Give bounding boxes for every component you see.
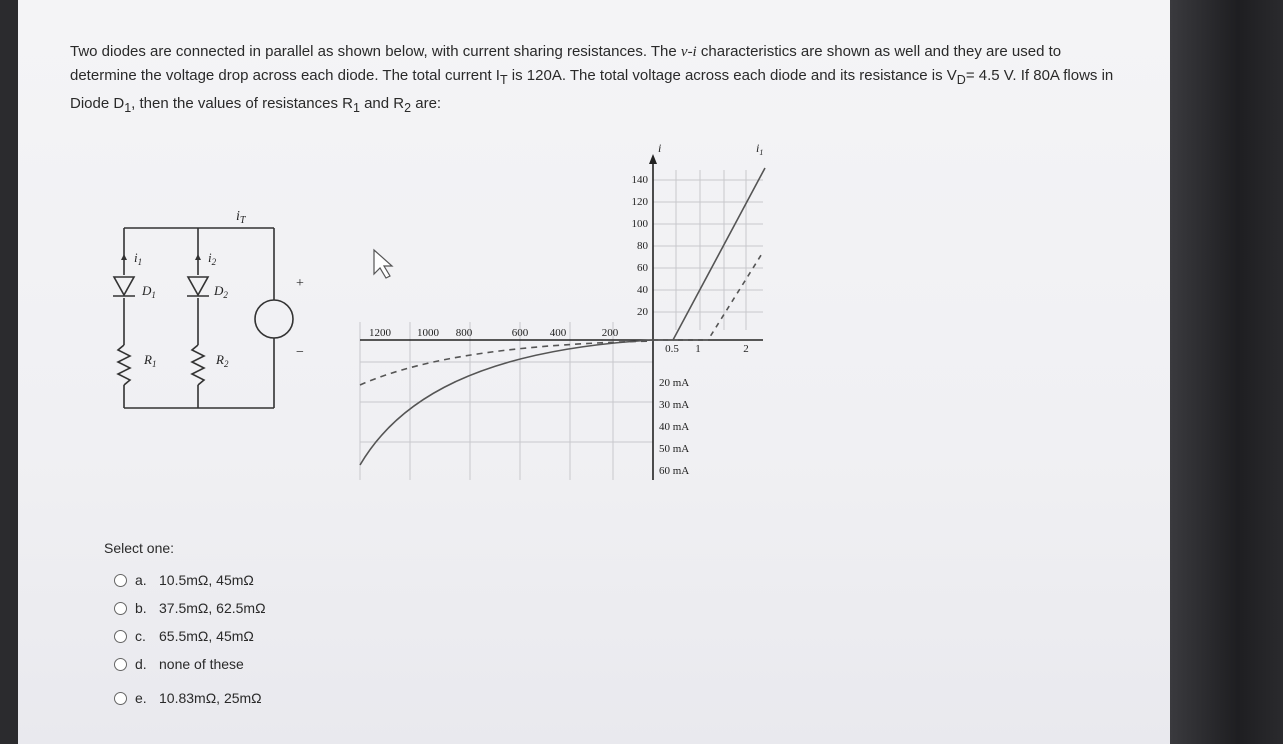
- radio-icon[interactable]: [114, 692, 127, 705]
- x-neg-tick: 200: [601, 327, 619, 339]
- y-axis-arrow: [649, 154, 657, 164]
- neg-current-tick: 40 mA: [659, 421, 690, 433]
- x-pos-tick: 0.5: [665, 343, 679, 355]
- circuit-diagram: [118, 228, 293, 408]
- vi-curves: [360, 168, 765, 465]
- option-e[interactable]: [114, 684, 266, 712]
- quiz-screen: [18, 0, 1170, 744]
- x-pos-tick: 2: [743, 343, 749, 355]
- label-D2: $D_2$: [214, 283, 228, 300]
- vi-graph-grid: [360, 170, 763, 480]
- answer-options: [114, 566, 266, 712]
- label-R1: $R_1$: [144, 352, 157, 369]
- option-letter: c.: [135, 628, 146, 644]
- option-d[interactable]: [114, 650, 266, 678]
- diode-d1-symbol: [113, 277, 135, 296]
- option-text: 65.5mΩ, 45mΩ: [159, 628, 254, 644]
- radio-icon[interactable]: [114, 630, 127, 643]
- negative-current-ticks: [659, 377, 689, 477]
- option-a[interactable]: [114, 566, 266, 594]
- neg-current-tick: 20 mA: [659, 377, 690, 389]
- label-i2: $i_2$: [208, 250, 217, 267]
- graph-i1-label: $i_1$: [756, 141, 764, 157]
- x-neg-tick: 400: [549, 327, 567, 339]
- radio-icon[interactable]: [114, 658, 127, 671]
- neg-current-tick: 60 mA: [659, 465, 690, 477]
- y-tick: 80: [637, 240, 648, 252]
- radio-icon[interactable]: [114, 574, 127, 587]
- neg-current-tick: 30 mA: [659, 399, 690, 411]
- x-pos-tick: 1: [695, 343, 701, 355]
- option-text: 10.83mΩ, 25mΩ: [159, 690, 262, 706]
- x-positive-ticks: [665, 343, 749, 355]
- label-minus: −: [296, 345, 304, 360]
- y-tick: 20: [637, 306, 648, 318]
- radio-icon[interactable]: [114, 602, 127, 615]
- select-one-label: Select one:: [104, 540, 175, 556]
- option-c[interactable]: [114, 622, 266, 650]
- option-b[interactable]: [114, 594, 266, 622]
- curve-solid-forward: [653, 168, 765, 340]
- option-letter: d.: [135, 656, 147, 672]
- neg-current-tick: 50 mA: [659, 443, 690, 455]
- option-text: 37.5mΩ, 62.5mΩ: [159, 600, 266, 616]
- graph-i-label: i: [658, 141, 662, 155]
- vi-graph-axes: [360, 162, 763, 480]
- x-neg-tick: 1000: [417, 327, 439, 339]
- mouse-cursor-icon: [374, 250, 392, 278]
- y-tick: 140: [631, 174, 648, 186]
- x-negative-ticks: [369, 327, 619, 339]
- label-R2: $R_2$: [216, 352, 229, 369]
- option-letter: b.: [135, 600, 147, 616]
- option-text: none of these: [159, 656, 244, 672]
- y-axis-ticks: [632, 174, 649, 318]
- label-plus: +: [296, 276, 304, 291]
- monitor-bezel: [1170, 0, 1283, 744]
- diode-d2-symbol: [187, 277, 209, 296]
- y-tick: 40: [637, 284, 648, 296]
- option-text: 10.5mΩ, 45mΩ: [159, 572, 254, 588]
- option-letter: e.: [135, 690, 147, 706]
- y-tick: 120: [631, 196, 648, 208]
- label-i1: $i_1$: [134, 250, 143, 267]
- x-neg-tick: 800: [455, 327, 473, 339]
- option-letter: a.: [135, 572, 147, 588]
- y-tick: 60: [637, 262, 648, 274]
- x-neg-tick: 600: [511, 327, 529, 339]
- x-neg-tick: 1200: [369, 327, 391, 339]
- question-figure: [98, 140, 798, 480]
- question-text: Two diodes are connected in parallel as shown below, with current sharing resistances. The v-i characteristics are shown as well and they are used to determine the voltage drop across each diode. The total current $I_T$ is 120A. The total voltage across each diode and its resistance is $V_D= 4.5$ V. If 80A flows in Diode $D_1$, then the values of resistances $R_1$ and $R_2$ are:: [70, 43, 1114, 115]
- current-arrows: [121, 254, 201, 260]
- label-iT: $i_T$: [236, 209, 246, 226]
- y-tick: 100: [631, 218, 648, 230]
- label-D1: $D_1$: [142, 283, 156, 300]
